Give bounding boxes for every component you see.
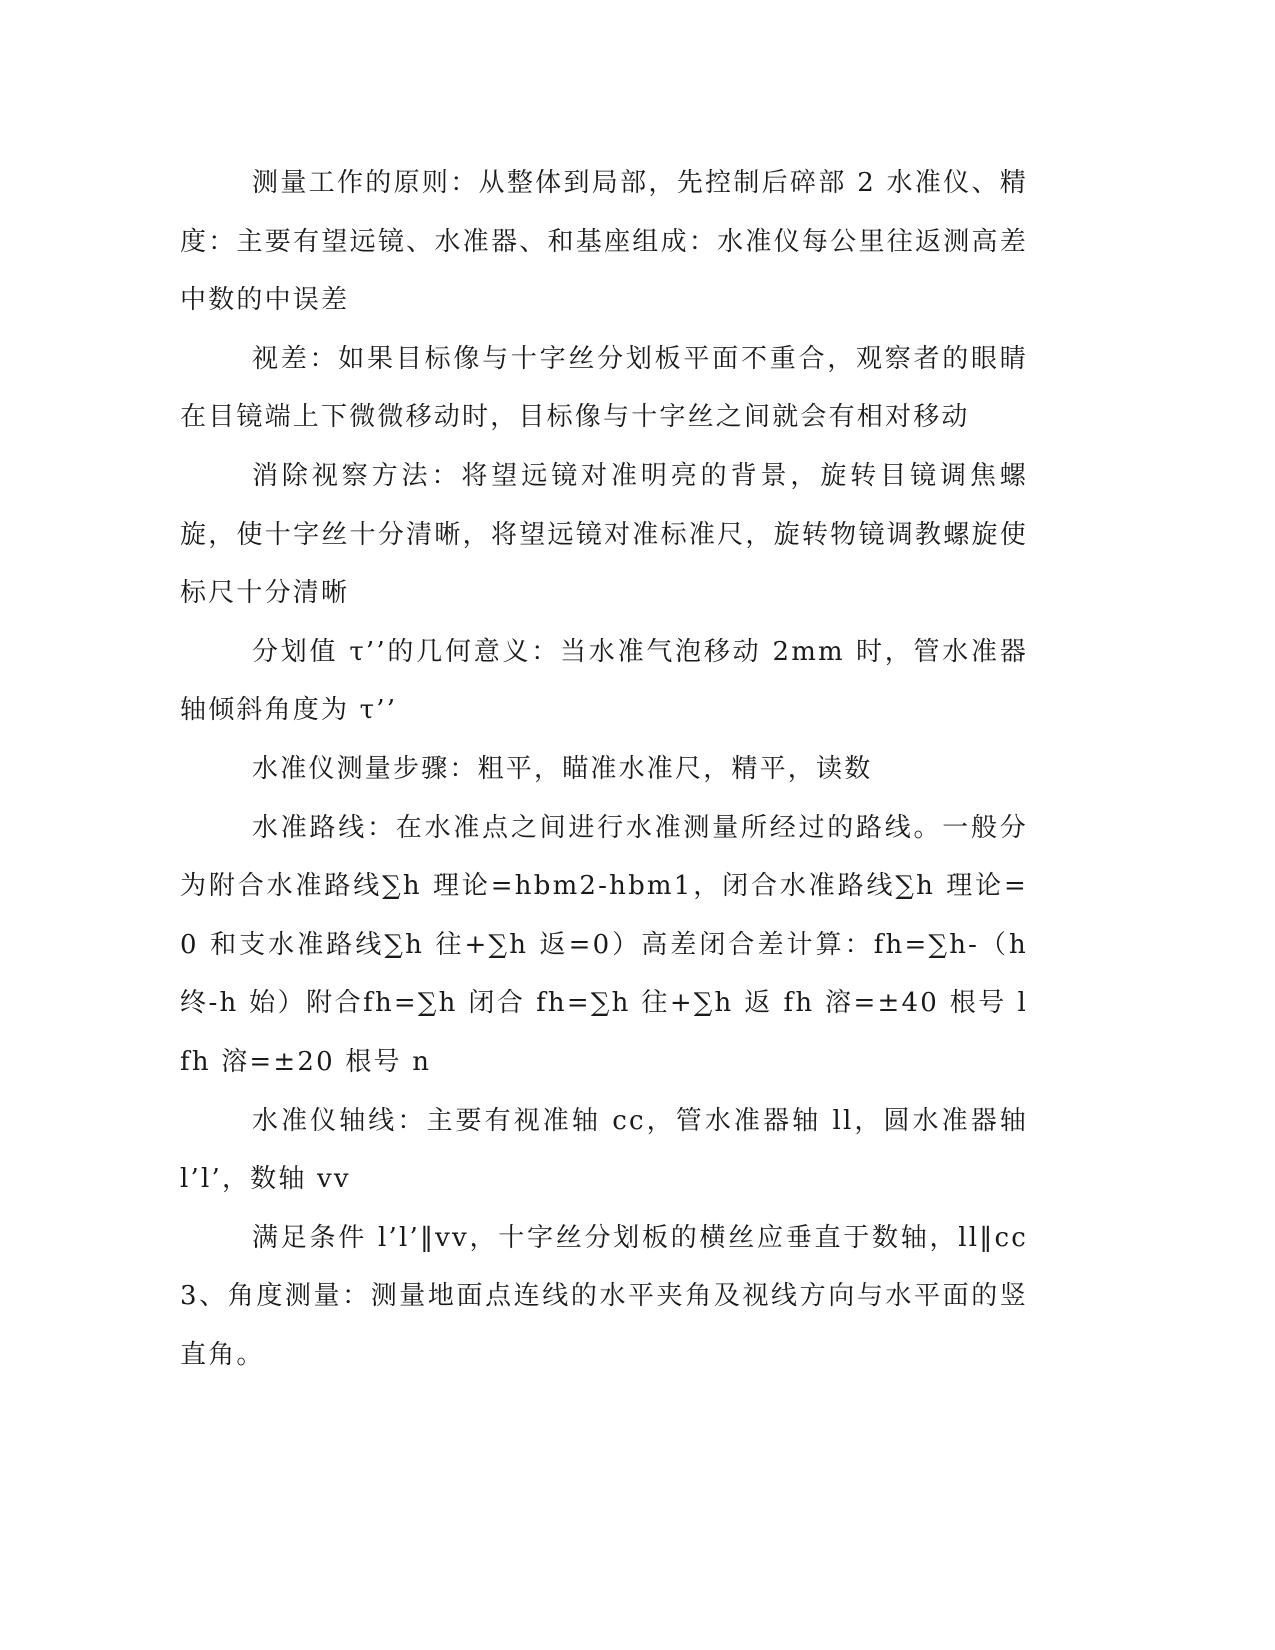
paragraph-parallax: 视差：如果目标像与十字丝分划板平面不重合，观察者的眼睛在目镜端上下微微移动时，目标像与十字丝之间就会有相对移动 — [180, 343, 1028, 433]
paragraph-leveling-route: 水准路线：在水准点之间进行水准测量所经过的路线。一般分为附合水准路线∑h 理论=hbm2-hbm1，闭合水准路线∑h 理论=0 和支水准路线∑h 往+∑h 返=0）高差闭合差计算：fh=∑h-（h 终-h 始）附合fh=∑h 闭合 fh=∑h 往+∑h 返 fh 溶=±40 根号 lfh 溶=±20 根号 n — [180, 812, 1039, 1077]
paragraph-conditions-angle: 满足条件 l’l’‖vv，十字丝分划板的横丝应垂直于数轴，ll‖cc3、角度测量：测量地面点连线的水平夹角及视线方向与水平面的竖直角。 — [180, 1222, 1028, 1370]
paragraph-survey-principle: 测量工作的原则：从整体到局部，先控制后碎部 2 水准仪、精度：主要有望远镜、水准器、和基座组成：水准仪每公里往返测高差中数的中误差 — [180, 168, 1028, 316]
paragraph-eliminate-parallax: 消除视察方法：将望远镜对准明亮的背景，旋转目镜调焦螺旋，使十字丝十分清晰，将望远镜对准标准尺，旋转物镜调教螺旋使标尺十分清晰 — [180, 460, 1028, 609]
document-body — [180, 154, 1039, 1384]
paragraph-level-axes: 水准仪轴线：主要有视准轴 cc，管水准器轴 ll，圆水准器轴 l’l’，数轴 vv — [180, 1105, 1039, 1195]
paragraph-division-value: 分划值 τ’’的几何意义：当水准气泡移动 2mm 时，管水准器轴倾斜角度为 τ’’ — [180, 636, 1028, 726]
paragraph-leveling-steps: 水准仪测量步骤：粗平，瞄准水准尺，精平，读数 — [252, 753, 873, 784]
